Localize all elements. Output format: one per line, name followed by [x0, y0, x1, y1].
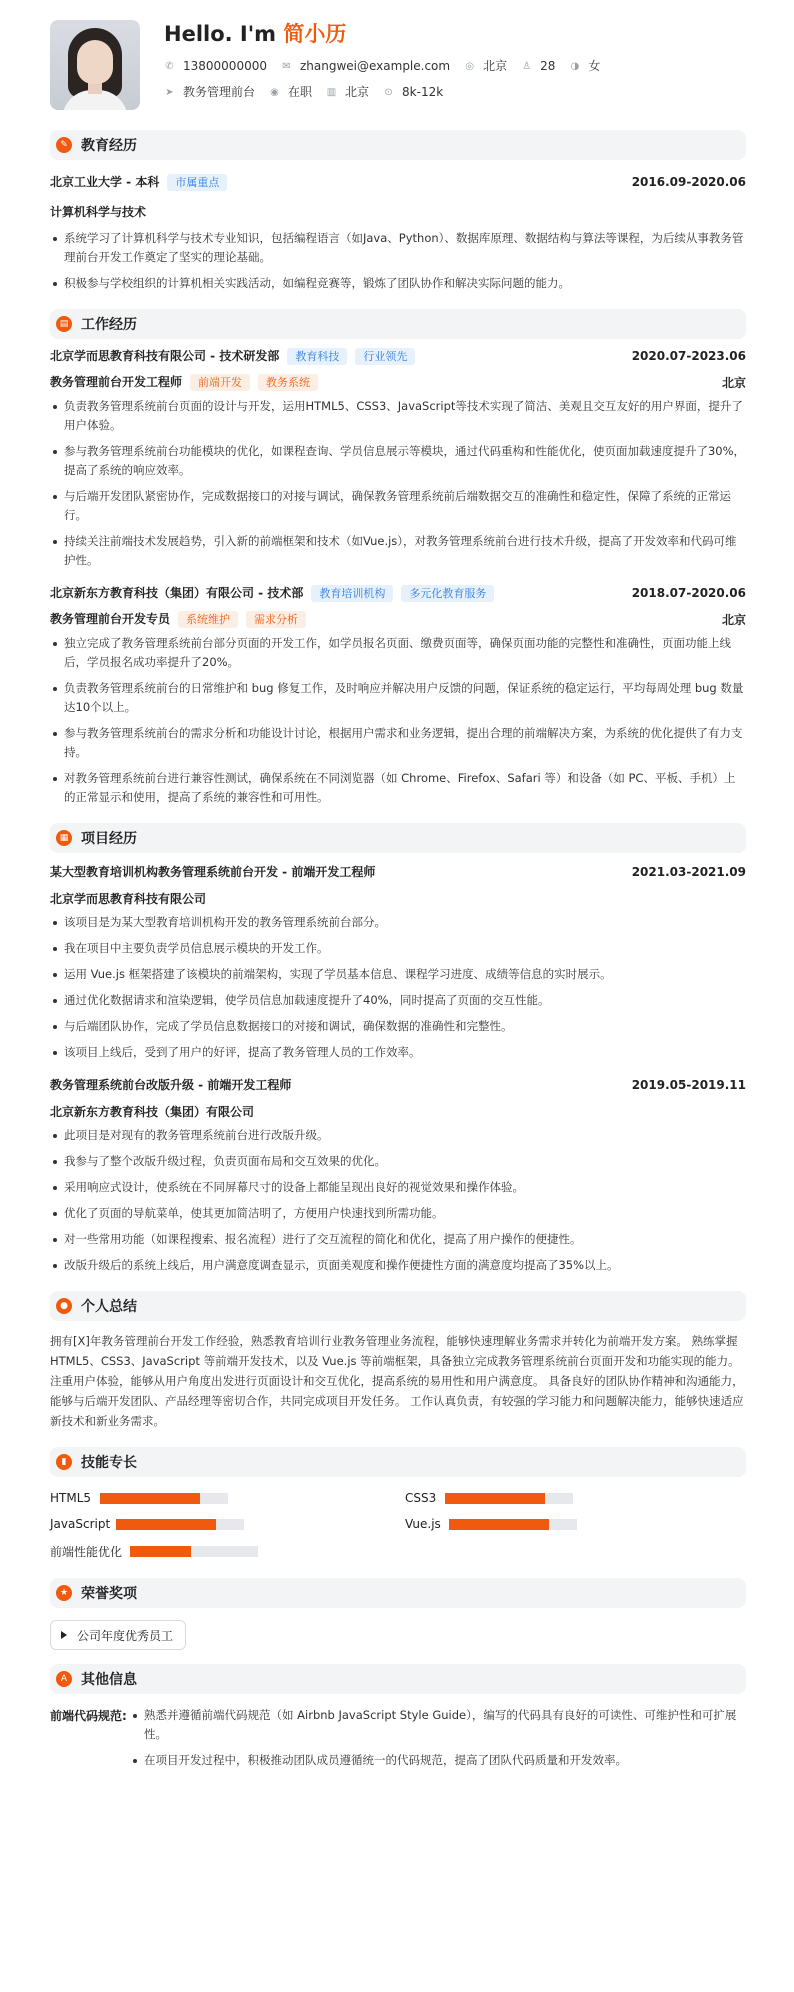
- job-role: 教务管理前台开发工程师: [50, 375, 183, 389]
- summary-text: 拥有[X]年教务管理前台开发工作经验，熟悉教育培训行业教务管理业务流程，能够快速理解业务需求并转化为前端开发方案。 熟练掌握 HTML5、CSS3、JavaScript 等前端开发技术，以及 Vue.js 等前端框架，具备独立完成教务管理系统前台页面开发和功能实现的能力。 注重用户体验，能够从用户角度出发进行页面设计和交互优化，提高系统的易用性和用户满意度。 具备良好的团队协作精神和沟通能力，能够与后端开发团队、产品经理等密切合作，共同完成项目开发任务。 工作认真负责，有较强的学习能力和问题解决能力，能够快速适应新技术和新业务需求。: [50, 1334, 744, 1428]
- award-icon: ★: [56, 1585, 72, 1601]
- other-label: 前端代码规范:: [50, 1709, 127, 1723]
- list-item: 此项目是对现有的教务管理系统前台进行改版升级。: [50, 1126, 746, 1145]
- skill-bar: [449, 1519, 577, 1530]
- list-item: 对教务管理系统前台进行兼容性测试，确保系统在不同浏览器（如 Chrome、Firefox、Safari 等）和设备（如 PC、平板、手机）上的正常显示和使用，提高了系统的兼容性和可用性。: [50, 769, 746, 807]
- position: 教务管理前台: [183, 85, 256, 99]
- company: 北京学而思教育科技有限公司 - 技术研发部: [50, 349, 280, 363]
- age-icon: ♙: [522, 60, 532, 72]
- gender: 女: [588, 59, 601, 73]
- project-date: 2021.03-2021.09: [631, 864, 746, 879]
- section-other: [50, 1664, 746, 1694]
- list-item: 参与教务管理系统前台功能模块的优化，如课程查询、学员信息展示等模块，通过代码重构和性能优化，使页面加载速度提升了30%，提高了系统的响应效率。: [50, 442, 746, 480]
- status-icon: ◉: [270, 86, 279, 98]
- phone-icon: ✆: [165, 60, 174, 72]
- section-title: 教育经历: [81, 138, 137, 154]
- list-item: 我参与了整个改版升级过程，负责页面布局和交互效果的优化。: [50, 1152, 746, 1171]
- salary: 8k-12k: [402, 85, 444, 99]
- greeting-title: [164, 20, 614, 48]
- section-summary: [50, 1291, 746, 1321]
- education-icon: ✎: [56, 137, 72, 153]
- section-awards: [50, 1578, 746, 1608]
- award-name: 公司年度优秀员工: [77, 1628, 174, 1643]
- job-date: 2020.07-2023.06: [631, 349, 746, 363]
- city: 北京: [483, 59, 508, 73]
- company-tag: 行业领先: [355, 348, 415, 365]
- list-item: 在项目开发过程中，积极推动团队成员遵循统一的代码规范，提高了团队代码质量和开发效率。: [130, 1751, 746, 1770]
- job-bullets: [50, 397, 746, 570]
- project-company: 北京新东方教育科技（集团）有限公司: [50, 1105, 255, 1119]
- header-info: [164, 20, 614, 100]
- greeting: Hello. I'm: [164, 22, 277, 46]
- list-item: 我在项目中主要负责学员信息展示模块的开发工作。: [50, 939, 746, 958]
- company-tag: 教育培训机构: [311, 585, 393, 602]
- skill-name: 前端性能优化: [50, 1545, 123, 1559]
- gender-icon: ◑: [570, 60, 580, 72]
- email-icon: ✉: [282, 60, 291, 72]
- triangle-icon: [61, 1631, 67, 1639]
- company: 北京新东方教育科技（集团）有限公司 - 技术部: [50, 586, 304, 600]
- skill-bar-fill: [130, 1546, 191, 1557]
- skill-bar: [116, 1519, 244, 1530]
- list-item: 独立完成了教务管理系统前台部分页面的开发工作，如学员报名页面、缴费页面等，确保页面功能的完整性和准确性，页面功能上线后，学员报名成功率提升了20%。: [50, 634, 746, 672]
- list-item: 改版升级后的系统上线后，用户满意度调查显示，页面美观度和操作便捷性方面的满意度均提高了35%以上。: [50, 1256, 746, 1275]
- school: 北京工业大学 - 本科: [50, 175, 160, 189]
- work-city: 北京: [345, 85, 370, 99]
- age: 28: [540, 59, 556, 73]
- role-tag: 系统维护: [178, 611, 238, 628]
- other-info: [50, 1706, 746, 1770]
- skill-name: Vue.js: [405, 1517, 441, 1531]
- candidate-name: 简小历: [283, 22, 347, 46]
- skill-item: [50, 1491, 405, 1505]
- briefcase-icon: ▤: [56, 316, 72, 332]
- building-icon: ▥: [326, 86, 337, 98]
- job-entry: [50, 584, 746, 807]
- list-item: 系统学习了计算机科学与技术专业知识，包括编程语言（如Java、Python）、数据库原理、数据结构与算法等课程，为后续从事教务管理前台开发工作奠定了坚实的理论基础。: [50, 229, 746, 267]
- skill-bar-fill: [449, 1519, 549, 1530]
- skill-item: [405, 1517, 705, 1531]
- project-entry: [50, 1076, 746, 1275]
- company-tag: 多元化教育服务: [401, 585, 494, 602]
- section-work: [50, 309, 746, 339]
- section-title: 其他信息: [81, 1672, 137, 1688]
- resume-header: [50, 20, 746, 120]
- section-title: 荣誉奖项: [81, 1586, 137, 1602]
- skill-bar: [445, 1493, 573, 1504]
- role-tag: 教务系统: [258, 374, 318, 391]
- grid-icon: ▦: [56, 830, 72, 846]
- job-city: 北京: [721, 375, 746, 390]
- list-item: 该项目是为某大型教育培训机构开发的教务管理系统前台部分。: [50, 913, 746, 932]
- education-date: 2016.09-2020.06: [631, 175, 746, 189]
- education-entry: [50, 173, 746, 191]
- project-entry: [50, 863, 746, 1062]
- section-title: 技能专长: [81, 1455, 137, 1471]
- list-item: 与后端团队协作，完成了学员信息数据接口的对接和调试，确保数据的准确性和完整性。: [50, 1017, 746, 1036]
- award-list: [50, 1620, 746, 1650]
- list-item: 积极参与学校组织的计算机相关实践活动，如编程竞赛等，锻炼了团队协作和解决实际问题的能力。: [50, 274, 746, 293]
- contact-row: [164, 58, 614, 74]
- project-name: 教务管理系统前台改版升级 - 前端开发工程师: [50, 1078, 292, 1092]
- skills-grid: [50, 1491, 746, 1560]
- project-bullets: [50, 1126, 746, 1275]
- list-item: 与后端开发团队紧密协作，完成数据接口的对接与调试，确保教务管理系统前后端数据交互的准确性和稳定性，保障了系统的正常运行。: [50, 487, 746, 525]
- skill-bar-fill: [100, 1493, 200, 1504]
- skill-bar-fill: [116, 1519, 216, 1530]
- skill-name: JavaScript: [50, 1517, 111, 1531]
- list-item: 对一些常用功能（如课程搜索、报名流程）进行了交互流程的简化和优化，提高了用户操作的便捷性。: [50, 1230, 746, 1249]
- send-icon: ➤: [165, 86, 174, 98]
- major: 计算机科学与技术: [50, 205, 147, 219]
- job-city: 北京: [721, 612, 746, 627]
- salary-icon: ⊙: [384, 86, 393, 98]
- company-tag: 教育科技: [287, 348, 347, 365]
- user-icon: ●: [56, 1298, 72, 1314]
- skill-bar: [100, 1493, 228, 1504]
- skill-item: [50, 1517, 405, 1531]
- section-skills: [50, 1447, 746, 1477]
- list-item: 该项目上线后，受到了用户的好评，提高了教务管理人员的工作效率。: [50, 1043, 746, 1062]
- phone: 13800000000: [183, 59, 267, 73]
- skill-item: [405, 1491, 705, 1505]
- info-icon: A: [56, 1671, 72, 1687]
- job-entry: [50, 347, 746, 570]
- location-icon: ◎: [465, 60, 474, 72]
- job-intent-row: [164, 84, 614, 100]
- skill-name: HTML5: [50, 1491, 92, 1505]
- section-title: 个人总结: [81, 1299, 137, 1315]
- list-item: 持续关注前端技术发展趋势，引入新的前端框架和技术（如Vue.js），对教务管理系统前台进行技术升级，提高了开发效率和代码可维护性。: [50, 532, 746, 570]
- skill-name: CSS3: [405, 1491, 437, 1505]
- other-bullets: [130, 1706, 746, 1770]
- list-item: 参与教务管理系统前台的需求分析和功能设计讨论，根据用户需求和业务逻辑，提出合理的前端解决方案，为系统的优化提供了有力支持。: [50, 724, 746, 762]
- list-item: 熟悉并遵循前端代码规范（如 Airbnb JavaScript Style Guide），编写的代码具有良好的可读性、可维护性和可扩展性。: [130, 1706, 746, 1744]
- list-item: 采用响应式设计，使系统在不同屏幕尺寸的设备上都能呈现出良好的视觉效果和操作体验。: [50, 1178, 746, 1197]
- role-tag: 需求分析: [246, 611, 306, 628]
- section-projects: [50, 823, 746, 853]
- chart-icon: ▮: [56, 1454, 72, 1470]
- section-title: 工作经历: [81, 317, 137, 333]
- skill-bar: [130, 1546, 258, 1557]
- list-item: 优化了页面的导航菜单，使其更加简洁明了，方便用户快速找到所需功能。: [50, 1204, 746, 1223]
- award-item: [50, 1620, 186, 1650]
- list-item: 负责教务管理系统前台页面的设计与开发，运用HTML5、CSS3、JavaScript等技术实现了简洁、美观且交互友好的用户界面，提升了用户体验。: [50, 397, 746, 435]
- list-item: 负责教务管理系统前台的日常维护和 bug 修复工作，及时响应并解决用户反馈的问题，保证系统的稳定运行，平均每周处理 bug 数量达10个以上。: [50, 679, 746, 717]
- skill-bar-fill: [445, 1493, 545, 1504]
- list-item: 运用 Vue.js 框架搭建了该模块的前端架构，实现了学员基本信息、课程学习进度、成绩等信息的实时展示。: [50, 965, 746, 984]
- project-name: 某大型教育培训机构教务管理系统前台开发 - 前端开发工程师: [50, 865, 376, 879]
- section-education: [50, 130, 746, 160]
- list-item: 通过优化数据请求和渲染逻辑，使学员信息加载速度提升了40%，同时提高了页面的交互性能。: [50, 991, 746, 1010]
- school-tag: 市属重点: [167, 174, 227, 191]
- avatar: [50, 20, 140, 110]
- status: 在职: [288, 85, 313, 99]
- role-tag: 前端开发: [190, 374, 250, 391]
- job-date: 2018.07-2020.06: [631, 586, 746, 600]
- project-date: 2019.05-2019.11: [631, 1077, 746, 1092]
- email: zhangwei@example.com: [299, 59, 451, 73]
- project-company: 北京学而思教育科技有限公司: [50, 892, 207, 906]
- project-bullets: [50, 913, 746, 1062]
- section-title: 项目经历: [81, 831, 137, 847]
- job-bullets: [50, 634, 746, 807]
- job-role: 教务管理前台开发专员: [50, 612, 171, 626]
- skill-item: [50, 1543, 405, 1560]
- education-bullets: [50, 229, 746, 293]
